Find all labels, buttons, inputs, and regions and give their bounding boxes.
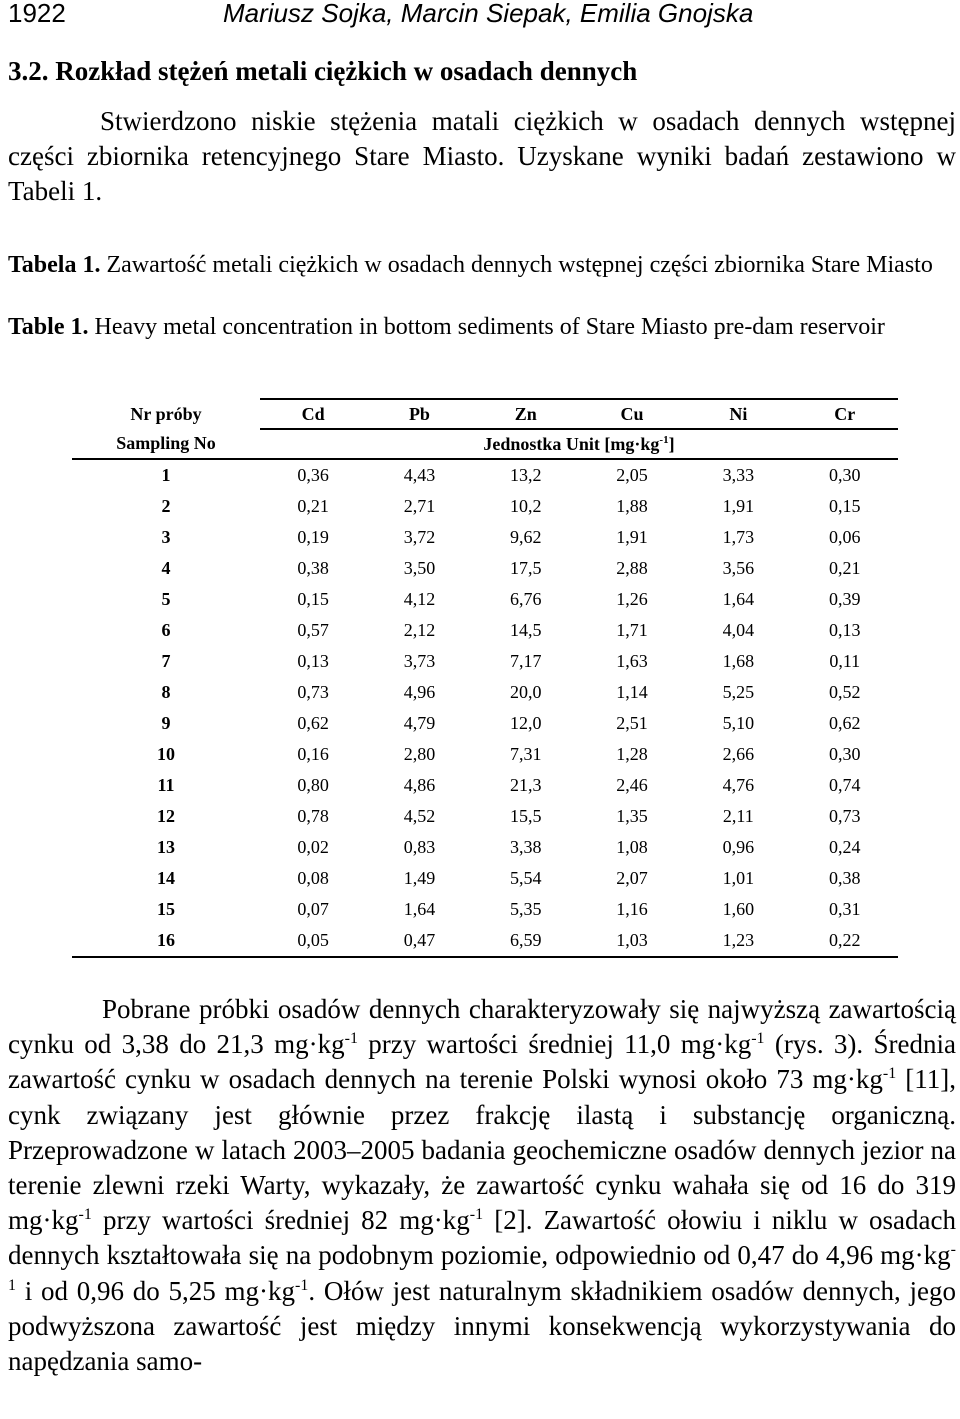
sample-number-cell: 14 <box>157 868 175 888</box>
sample-number-cell: 11 <box>157 775 175 795</box>
value-cell: 1,35 <box>616 806 648 826</box>
value-cell: 1,88 <box>616 496 648 516</box>
value-cell: 1,91 <box>722 496 755 516</box>
value-cell: 4,86 <box>403 775 436 795</box>
table-row <box>72 584 898 615</box>
intro-text: Stwierdzono niskie stężenia matali ciężkich w osadach dennych wstępnej części zbiornika retencyjnego Stare Miasto. Uzyskane wyniki badań zestawiono w Tabeli 1. <box>8 106 956 206</box>
value-cell: 1,71 <box>616 620 648 640</box>
value-cell: 1,03 <box>579 925 685 957</box>
caption-en-text: Heavy metal concentration in bottom sediments of Stare Miasto pre-dam reservoir <box>94 314 885 340</box>
value-cell: 1,73 <box>722 527 755 547</box>
value-cell: 0,62 <box>297 713 329 733</box>
value-cell: 5,25 <box>722 682 755 702</box>
value-cell: 13,2 <box>509 465 542 485</box>
value-cell: 2,80 <box>403 744 436 764</box>
value-cell: 0,36 <box>297 465 329 485</box>
value-cell: 2,11 <box>722 806 754 826</box>
authors: Mariusz Sojka, Marcin Siepak, Emilia Gnojska <box>223 0 754 28</box>
value-cell: 0,16 <box>297 744 329 764</box>
value-cell: 1,01 <box>722 868 755 888</box>
value-cell: 0,19 <box>297 527 329 547</box>
page-number: 1922 <box>8 0 66 28</box>
value-cell: 0,07 <box>297 899 329 919</box>
value-cell: 0,13 <box>297 651 329 671</box>
value-cell: 1,49 <box>403 868 436 888</box>
value-cell: 3,33 <box>722 465 755 485</box>
value-cell: 0,30 <box>828 744 861 764</box>
metal-concentration-table <box>72 398 898 958</box>
sample-number-cell: 12 <box>157 806 175 826</box>
value-cell: 21,3 <box>509 775 542 795</box>
value-cell: 10,2 <box>509 496 542 516</box>
metal-header: Pb <box>366 399 472 429</box>
value-cell: 0,22 <box>791 925 898 957</box>
caption-pl-label: Tabela 1. <box>8 252 101 278</box>
value-cell: 4,52 <box>403 806 436 826</box>
value-cell: 0,02 <box>297 837 329 857</box>
caption-en-label: Table 1. <box>8 314 89 340</box>
table-unit-row <box>72 429 898 459</box>
value-cell: 2,51 <box>616 713 648 733</box>
value-cell: 2,12 <box>403 620 436 640</box>
table-row <box>72 770 898 801</box>
value-cell: 0,57 <box>297 620 329 640</box>
value-cell: 2,05 <box>616 465 648 485</box>
table-row <box>72 491 898 522</box>
table-row <box>72 646 898 677</box>
sample-number-cell: 2 <box>161 496 171 516</box>
sample-number-cell: 6 <box>161 620 171 640</box>
table-row <box>72 863 898 894</box>
value-cell: 0,15 <box>297 589 329 609</box>
value-cell: 4,76 <box>722 775 755 795</box>
table-row <box>72 522 898 553</box>
value-cell: 6,76 <box>509 589 542 609</box>
value-cell: 0,31 <box>828 899 861 919</box>
value-cell: 0,24 <box>828 837 861 857</box>
value-cell: 2,46 <box>616 775 648 795</box>
value-cell: 1,64 <box>722 589 755 609</box>
value-cell: 2,88 <box>616 558 648 578</box>
value-cell: 1,16 <box>616 899 648 919</box>
value-cell: 1,28 <box>616 744 648 764</box>
sample-number-cell: 16 <box>72 925 260 957</box>
value-cell: 0,73 <box>828 806 861 826</box>
value-cell: 17,5 <box>509 558 542 578</box>
sample-number-cell: 8 <box>161 682 171 702</box>
value-cell: 1,23 <box>685 925 791 957</box>
value-cell: 14,5 <box>509 620 542 640</box>
value-cell: 3,73 <box>403 651 436 671</box>
value-cell: 0,06 <box>828 527 861 547</box>
value-cell: 7,31 <box>509 744 542 764</box>
metal-header: Cu <box>579 399 685 429</box>
value-cell: 1,26 <box>616 589 648 609</box>
value-cell: 4,12 <box>403 589 436 609</box>
value-cell: 0,74 <box>828 775 861 795</box>
sample-header-2: Sampling No <box>72 429 260 459</box>
section-title: 3.2. Rozkład stężeń metali ciężkich w osadach dennych <box>8 56 638 86</box>
value-cell: 1,64 <box>403 899 436 919</box>
value-cell: 0,39 <box>828 589 861 609</box>
value-cell: 20,0 <box>509 682 542 702</box>
value-cell: 0,15 <box>828 496 861 516</box>
sample-header-1: Nr próby <box>130 403 202 424</box>
table-body <box>72 459 898 957</box>
unit-header: Jednostka Unit $[mg\cdot kg^{-1}]$ <box>260 429 898 459</box>
value-cell: 1,08 <box>616 837 648 857</box>
table-row <box>72 801 898 832</box>
value-cell: 0,80 <box>297 775 329 795</box>
value-cell: 0,38 <box>297 558 329 578</box>
value-cell: 0,08 <box>297 868 329 888</box>
metal-header: Cd <box>260 399 366 429</box>
sample-number-cell: 10 <box>157 744 175 764</box>
value-cell: 3,50 <box>403 558 436 578</box>
sample-number-cell: 1 <box>161 465 171 485</box>
value-cell: 0,62 <box>828 713 861 733</box>
table-row <box>72 677 898 708</box>
value-cell: 0,38 <box>828 868 861 888</box>
value-cell: 0,21 <box>828 558 861 578</box>
metal-header: Zn <box>473 399 579 429</box>
table-row <box>72 739 898 770</box>
table-row <box>72 615 898 646</box>
value-cell: 3,72 <box>403 527 436 547</box>
value-cell: 1,60 <box>722 899 755 919</box>
value-cell: 1,63 <box>616 651 648 671</box>
table-row <box>72 708 898 739</box>
value-cell: 0,13 <box>828 620 861 640</box>
value-cell: 0,47 <box>366 925 472 957</box>
caption-pl-text: Zawartość metali ciężkich w osadach dennych wstępnej części zbiornika Stare Miasto <box>106 252 933 278</box>
running-header <box>8 0 948 28</box>
table-row <box>72 832 898 863</box>
value-cell: 2,66 <box>722 744 755 764</box>
table-row <box>72 553 898 584</box>
value-cell: 4,79 <box>403 713 436 733</box>
table-caption-en <box>8 312 953 343</box>
value-cell: 0,05 <box>260 925 366 957</box>
sample-number-cell: 9 <box>161 713 171 733</box>
value-cell: 15,5 <box>509 806 542 826</box>
value-cell: 2,71 <box>403 496 436 516</box>
sample-number-cell: 5 <box>161 589 171 609</box>
sample-number-cell: 4 <box>161 558 171 578</box>
value-cell: 5,35 <box>509 899 542 919</box>
body-paragraph: Pobrane próbki osadów dennych charakteryzowały się najwyższą zawartością cynku od 3,38 do 21,3 $mg\cdot kg^{-1}$ przy wartości średniej 11,0 $mg\cdot kg^{-1}$ (rys. 3). Średnia zawartość cynku w osadach dennych na terenie Polski wynosi około 73 $mg\cdot kg^{-1}$ [11], cynk związany jest głównie przez frakcję ilastą i substancję organiczną. Przeprowadzone w latach 2003–2005 badania geochemiczne osadów dennych jezior na terenie zlewni rzeki Warty, wykazały, że zawartość cynku wahała się od 16 do 319 $mg\cdot kg^{-1}$ przy wartości średniej 82 $mg\cdot kg^{-1}$ [2]. Zawartość ołowiu i niklu w osadach dennych kształtowała się na podobnym poziomie, odpowiednio od 0,47 do 4,96 $mg\cdot kg^{-1}$ i od 0,96 do 5,25 $mg\cdot kg^{-1}$. Ołów jest naturalnym składnikiem osadów dennych, jego podwyższona zawartość jest między innymi konsekwencją wykorzystywania do napędzania samo- <box>8 994 957 1377</box>
value-cell: 0,78 <box>297 806 329 826</box>
value-cell: 0,52 <box>828 682 861 702</box>
value-cell: 2,07 <box>616 868 648 888</box>
value-cell: 1,68 <box>722 651 755 671</box>
value-cell: 5,10 <box>722 713 755 733</box>
value-cell: 0,96 <box>722 837 755 857</box>
value-cell: 12,0 <box>509 713 542 733</box>
sample-number-cell: 3 <box>161 527 171 547</box>
value-cell: 9,62 <box>509 527 542 547</box>
value-cell: 3,38 <box>509 837 542 857</box>
table-row <box>72 894 898 925</box>
value-cell: 6,59 <box>473 925 579 957</box>
sample-number-cell: 7 <box>161 651 171 671</box>
metal-header: Ni <box>685 399 791 429</box>
table-row <box>72 459 898 491</box>
table-caption-pl <box>8 250 953 281</box>
value-cell: 5,54 <box>509 868 542 888</box>
metal-header: Cr <box>791 399 898 429</box>
value-cell: 0,21 <box>297 496 329 516</box>
value-cell: 4,96 <box>403 682 436 702</box>
value-cell: 3,56 <box>722 558 755 578</box>
value-cell: 4,04 <box>722 620 755 640</box>
value-cell: 0,83 <box>403 837 436 857</box>
value-cell: 0,30 <box>828 465 861 485</box>
sample-number-cell: 15 <box>157 899 175 919</box>
value-cell: 4,43 <box>403 465 436 485</box>
table-header-row <box>72 399 898 429</box>
sample-number-cell: 13 <box>157 837 175 857</box>
value-cell: 7,17 <box>509 651 542 671</box>
value-cell: 0,73 <box>297 682 329 702</box>
value-cell: 1,91 <box>616 527 648 547</box>
table-row <box>72 925 898 957</box>
intro-paragraph <box>8 104 956 209</box>
value-cell: 1,14 <box>616 682 648 702</box>
value-cell: 0,11 <box>829 651 861 671</box>
